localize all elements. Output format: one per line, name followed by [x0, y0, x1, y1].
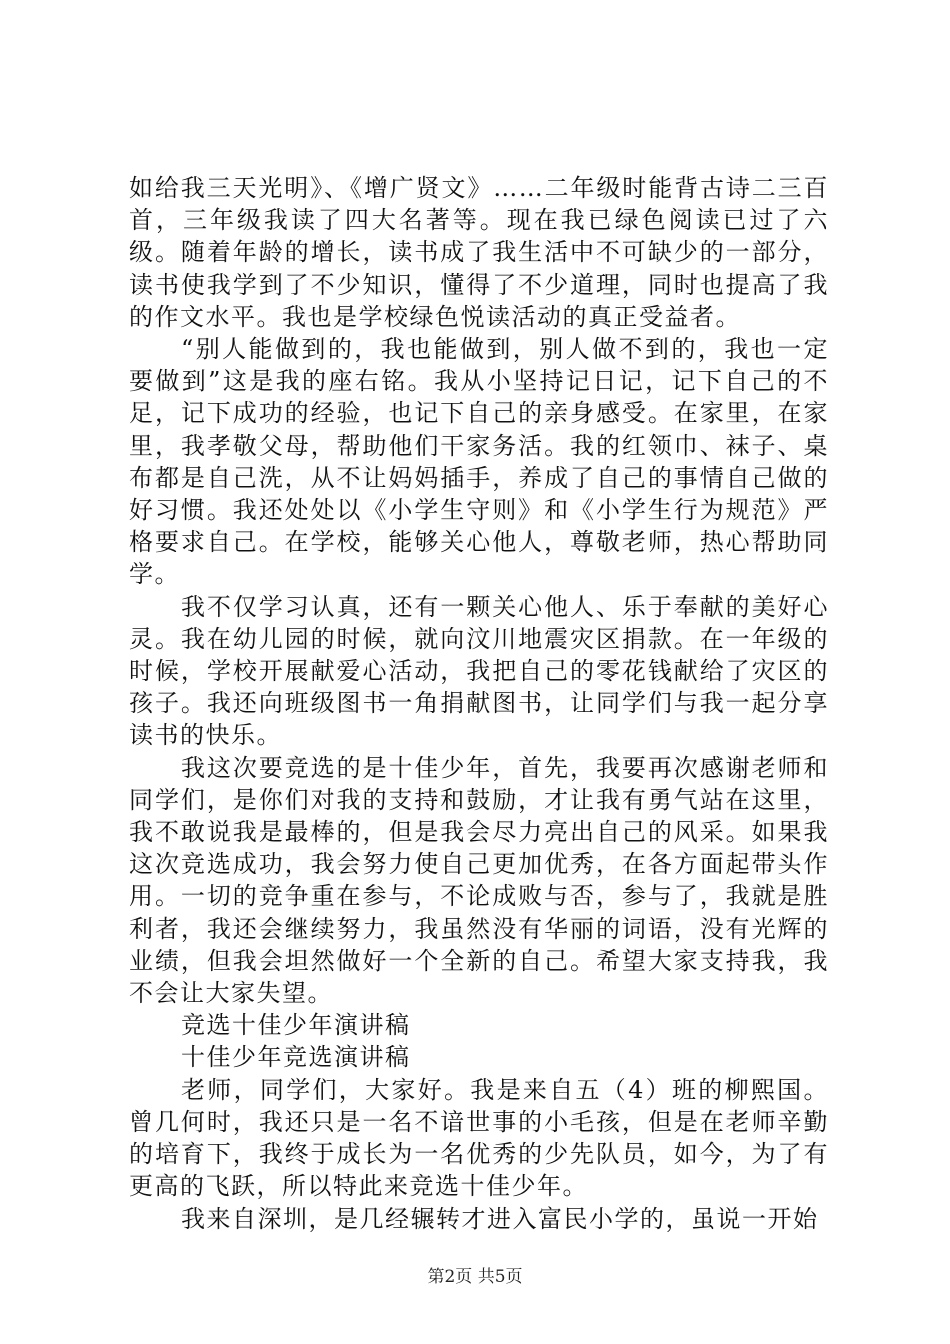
- paragraph-3: 我不仅学习认真，还有一颗关心他人、乐于奉献的美好心灵。我在幼儿园的时候，就向汶川地震灾区捐款。在一年级的时候，学校开展献爱心活动，我把自己的零花钱献给了灾区的孩子。我还向班级图书一角捐献图书，让同学们与我一起分享读书的快乐。: [129, 592, 829, 750]
- page-number-footer: 第2页 共5页: [427, 1267, 523, 1287]
- section-heading-2: 十佳少年竞选演讲稿: [181, 1043, 411, 1072]
- paragraph-2: “别人能做到的，我也能做到，别人做不到的，我也一定要做到”这是我的座右铭。我从小坚持记日记，记下自己的不足，记下成功的经验，也记下自己的亲身感受。在家里，在家里，我孝敬父母，帮助他们干家务活。我的红领巾、袜子、桌布都是自己洗，从不让妈妈插手，养成了自己的事情自己做的好习惯。我还处处以《小学生守则》和《小学生行为规范》严格要求自己。在学校，能够关心他人，尊敬老师，热心帮助同学。: [129, 335, 829, 589]
- paragraph-6: 我来自深圳，是几经辗转才进入富民小学的，虽说一开始: [181, 1204, 819, 1233]
- paragraph-5: 老师，同学们，大家好。我是来自五（4）班的柳熙国。曾几何时，我还只是一名不谙世事的小毛孩，但是在老师辛勤的培育下，我终于成长为一名优秀的少先队员，如今，为了有更高的飞跃，所以特此来竞选十佳少年。: [129, 1075, 829, 1201]
- document-body: [129, 172, 829, 1235]
- section-heading-1: 竞选十佳少年演讲稿: [181, 1011, 411, 1040]
- paragraph-1: 如给我三天光明》、《增广贤文》……二年级时能背古诗二三百首，三年级我读了四大名著等。现在我已绿色阅读已过了六级。随着年龄的增长，读书成了我生活中不可缺少的一部分，读书使我学到了不少知识，懂得了不少道理，同时也提高了我的作文水平。我也是学校绿色悦读活动的真正受益者。: [129, 174, 829, 331]
- paragraph-4: 我这次要竞选的是十佳少年，首先，我要再次感谢老师和同学们，是你们对我的支持和鼓励，才让我有勇气站在这里，我不敢说我是最棒的，但是我会尽力亮出自己的风采。如果我这次竞选成功，我会努力使自己更加优秀，在各方面起带头作用。一切的竞争重在参与，不论成败与否，参与了，我就是胜利者，我还会继续努力，我虽然没有华丽的词语，没有光辉的业绩，但我会坦然做好一个全新的自己。希望大家支持我，我不会让大家失望。: [129, 753, 829, 1008]
